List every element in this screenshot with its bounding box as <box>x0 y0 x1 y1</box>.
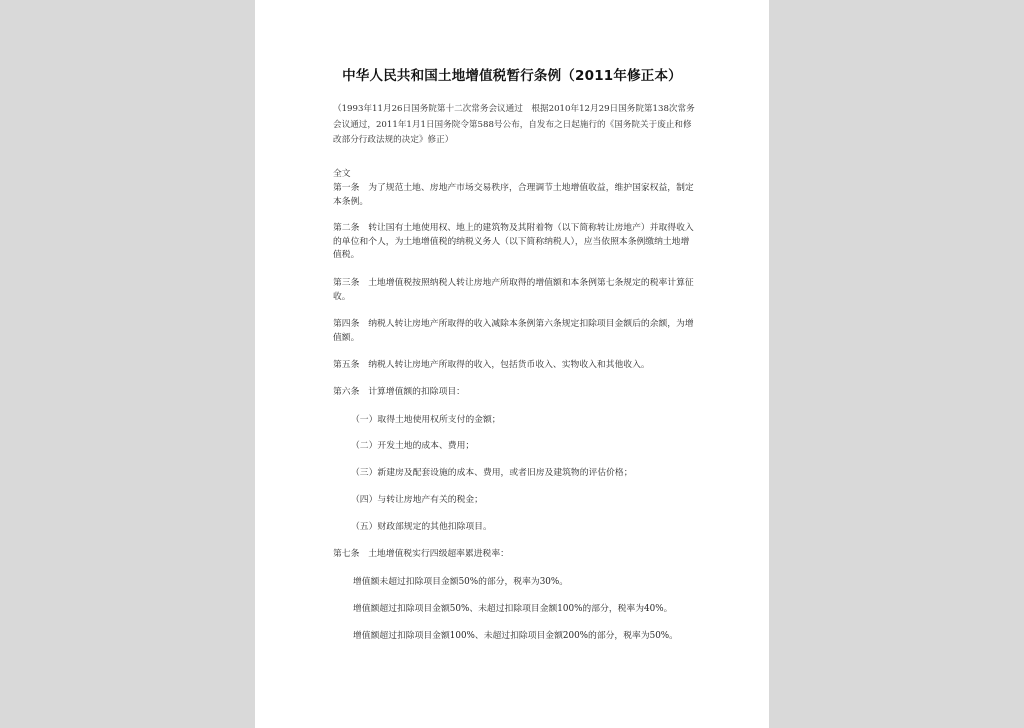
deduction-item: （五）财政部规定的其他扣除项目。 <box>351 522 492 532</box>
article-6: 第六条 计算增值额的扣除项目： <box>333 387 465 397</box>
article-7: 第七条 土地增值税实行四级超率累进税率： <box>333 549 509 559</box>
article-3: 第三条 土地增值税按照纳税人转让房地产所取得的增值额和本条例第七条规定的税率计算征收。 <box>333 278 694 302</box>
deduction-item: （二）开发土地的成本、费用； <box>351 441 475 451</box>
deduction-item: （四）与转让房地产有关的税金； <box>351 495 483 505</box>
article-4: 第四条 纳税人转让房地产所取得的收入减除本条例第六条规定扣除项目金额后的余额，为增值额。 <box>333 319 694 343</box>
tax-rate-item: 增值额超过扣除项目金额100%、未超过扣除项目金额200%的部分，税率为50%。 <box>353 631 678 641</box>
section-label: 全文 <box>333 169 351 179</box>
article-1: 第一条 为了规范土地、房地产市场交易秩序，合理调节土地增值收益，维护国家权益，制定本条例。 <box>333 183 694 207</box>
deduction-item: （三）新建房及配套设施的成本、费用，或者旧房及建筑物的评估价格； <box>351 468 633 478</box>
document-page <box>255 0 769 728</box>
tax-rate-item: 增值额超过扣除项目金额50%、未超过扣除项目金额100%的部分，税率为40%。 <box>353 604 673 614</box>
article-5: 第五条 纳税人转让房地产所取得的收入，包括货币收入、实物收入和其他收入。 <box>333 360 650 370</box>
deduction-item: （一）取得土地使用权所支付的金额； <box>351 415 501 425</box>
document-title: 中华人民共和国土地增值税暂行条例（2011年修正本） <box>342 68 682 84</box>
document-note: （1993年11月26日国务院第十二次常务会议通过 根据2010年12月29日国务院第138次常务会议通过，2011年1月1日国务院令第588号公布，自发布之日起施行的《国务院关于废止和修改部分行政法规的决定》修正） <box>333 104 695 145</box>
article-2: 第二条 转让国有土地使用权、地上的建筑物及其附着物（以下简称转让房地产）并取得收入的单位和个人，为土地增值税的纳税义务人（以下简称纳税人），应当依照本条例缴纳土地增值税。 <box>333 223 694 260</box>
tax-rate-item: 增值额未超过扣除项目金额50%的部分，税率为30%。 <box>353 577 569 587</box>
